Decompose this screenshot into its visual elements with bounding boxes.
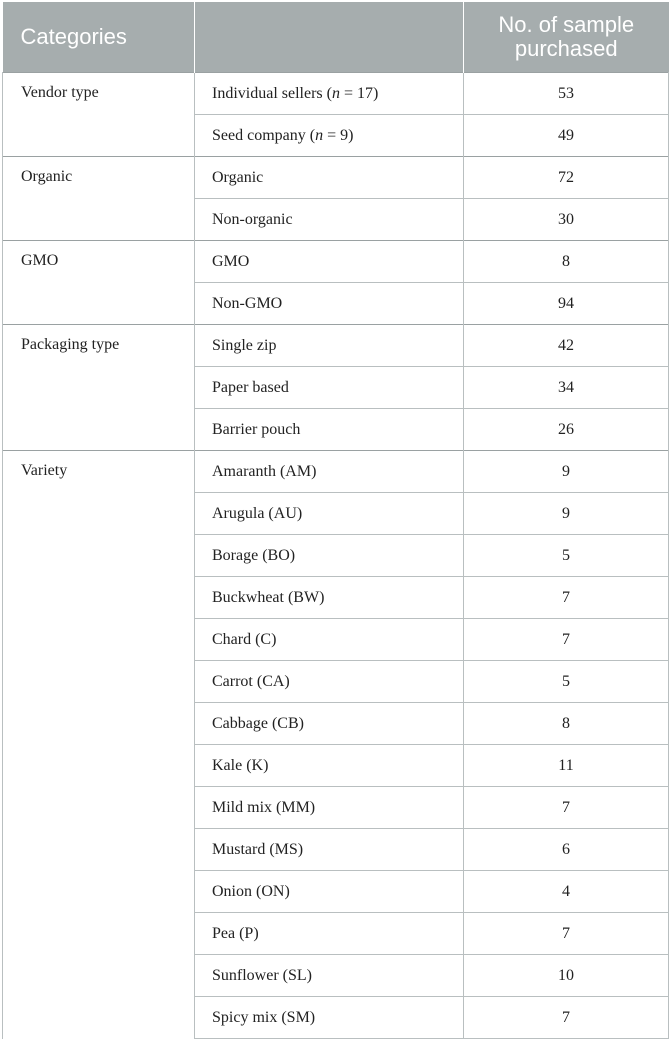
sample-count-cell: 72 bbox=[464, 157, 669, 199]
subcategory-cell: Chard (C) bbox=[195, 619, 464, 661]
subcategory-cell: Single zip bbox=[195, 325, 464, 367]
sample-count-cell: 30 bbox=[464, 199, 669, 241]
sample-count-cell: 9 bbox=[464, 451, 669, 493]
table-row bbox=[3, 157, 669, 199]
category-cell: Variety bbox=[3, 451, 195, 1039]
subcategory-cell: Spicy mix (SM) bbox=[195, 997, 464, 1039]
sample-count-cell: 5 bbox=[464, 535, 669, 577]
table-row bbox=[3, 325, 669, 367]
sample-count-cell: 5 bbox=[464, 661, 669, 703]
subcategory-cell: Pea (P) bbox=[195, 913, 464, 955]
table-container bbox=[2, 2, 668, 1039]
table-body bbox=[3, 73, 669, 1039]
sample-table bbox=[2, 2, 669, 1039]
sample-count-cell: 34 bbox=[464, 367, 669, 409]
subcategory-cell: Non-organic bbox=[195, 199, 464, 241]
sample-count-cell: 42 bbox=[464, 325, 669, 367]
subcategory-cell: Organic bbox=[195, 157, 464, 199]
subcategory-cell: Borage (BO) bbox=[195, 535, 464, 577]
sample-count-cell: 10 bbox=[464, 955, 669, 997]
header-categories: Categories bbox=[3, 2, 195, 73]
sample-count-cell: 4 bbox=[464, 871, 669, 913]
subcategory-cell: Mild mix (MM) bbox=[195, 787, 464, 829]
subcategory-cell: Mustard (MS) bbox=[195, 829, 464, 871]
sample-count-cell: 49 bbox=[464, 115, 669, 157]
subcategory-cell: Onion (ON) bbox=[195, 871, 464, 913]
table-header bbox=[3, 2, 669, 73]
category-cell: Vendor type bbox=[3, 73, 195, 157]
subcategory-cell: Arugula (AU) bbox=[195, 493, 464, 535]
sample-count-cell: 7 bbox=[464, 787, 669, 829]
subcategory-cell: Amaranth (AM) bbox=[195, 451, 464, 493]
table-row bbox=[3, 241, 669, 283]
table-row bbox=[3, 73, 669, 115]
header-samples-purchased: No. of sample purchased bbox=[464, 2, 669, 73]
subcategory-cell: Individual sellers (n = 17) bbox=[195, 73, 464, 115]
sample-count-cell: 11 bbox=[464, 745, 669, 787]
category-cell: Organic bbox=[3, 157, 195, 241]
subcategory-cell: Non-GMO bbox=[195, 283, 464, 325]
sample-count-cell: 7 bbox=[464, 619, 669, 661]
subcategory-cell: Kale (K) bbox=[195, 745, 464, 787]
subcategory-cell: Buckwheat (BW) bbox=[195, 577, 464, 619]
sample-count-cell: 8 bbox=[464, 703, 669, 745]
sample-count-cell: 7 bbox=[464, 577, 669, 619]
sample-count-cell: 94 bbox=[464, 283, 669, 325]
sample-count-cell: 53 bbox=[464, 73, 669, 115]
sample-count-cell: 8 bbox=[464, 241, 669, 283]
category-cell: Packaging type bbox=[3, 325, 195, 451]
sample-count-cell: 6 bbox=[464, 829, 669, 871]
sample-count-cell: 9 bbox=[464, 493, 669, 535]
subcategory-cell: Sunflower (SL) bbox=[195, 955, 464, 997]
category-cell: GMO bbox=[3, 241, 195, 325]
subcategory-cell: Barrier pouch bbox=[195, 409, 464, 451]
sample-count-cell: 7 bbox=[464, 913, 669, 955]
sample-count-cell: 26 bbox=[464, 409, 669, 451]
subcategory-cell: Seed company (n = 9) bbox=[195, 115, 464, 157]
subcategory-cell: Paper based bbox=[195, 367, 464, 409]
subcategory-cell: Cabbage (CB) bbox=[195, 703, 464, 745]
header-subcategory bbox=[195, 2, 464, 73]
subcategory-cell: Carrot (CA) bbox=[195, 661, 464, 703]
subcategory-cell: GMO bbox=[195, 241, 464, 283]
sample-count-cell: 7 bbox=[464, 997, 669, 1039]
table-row bbox=[3, 451, 669, 493]
